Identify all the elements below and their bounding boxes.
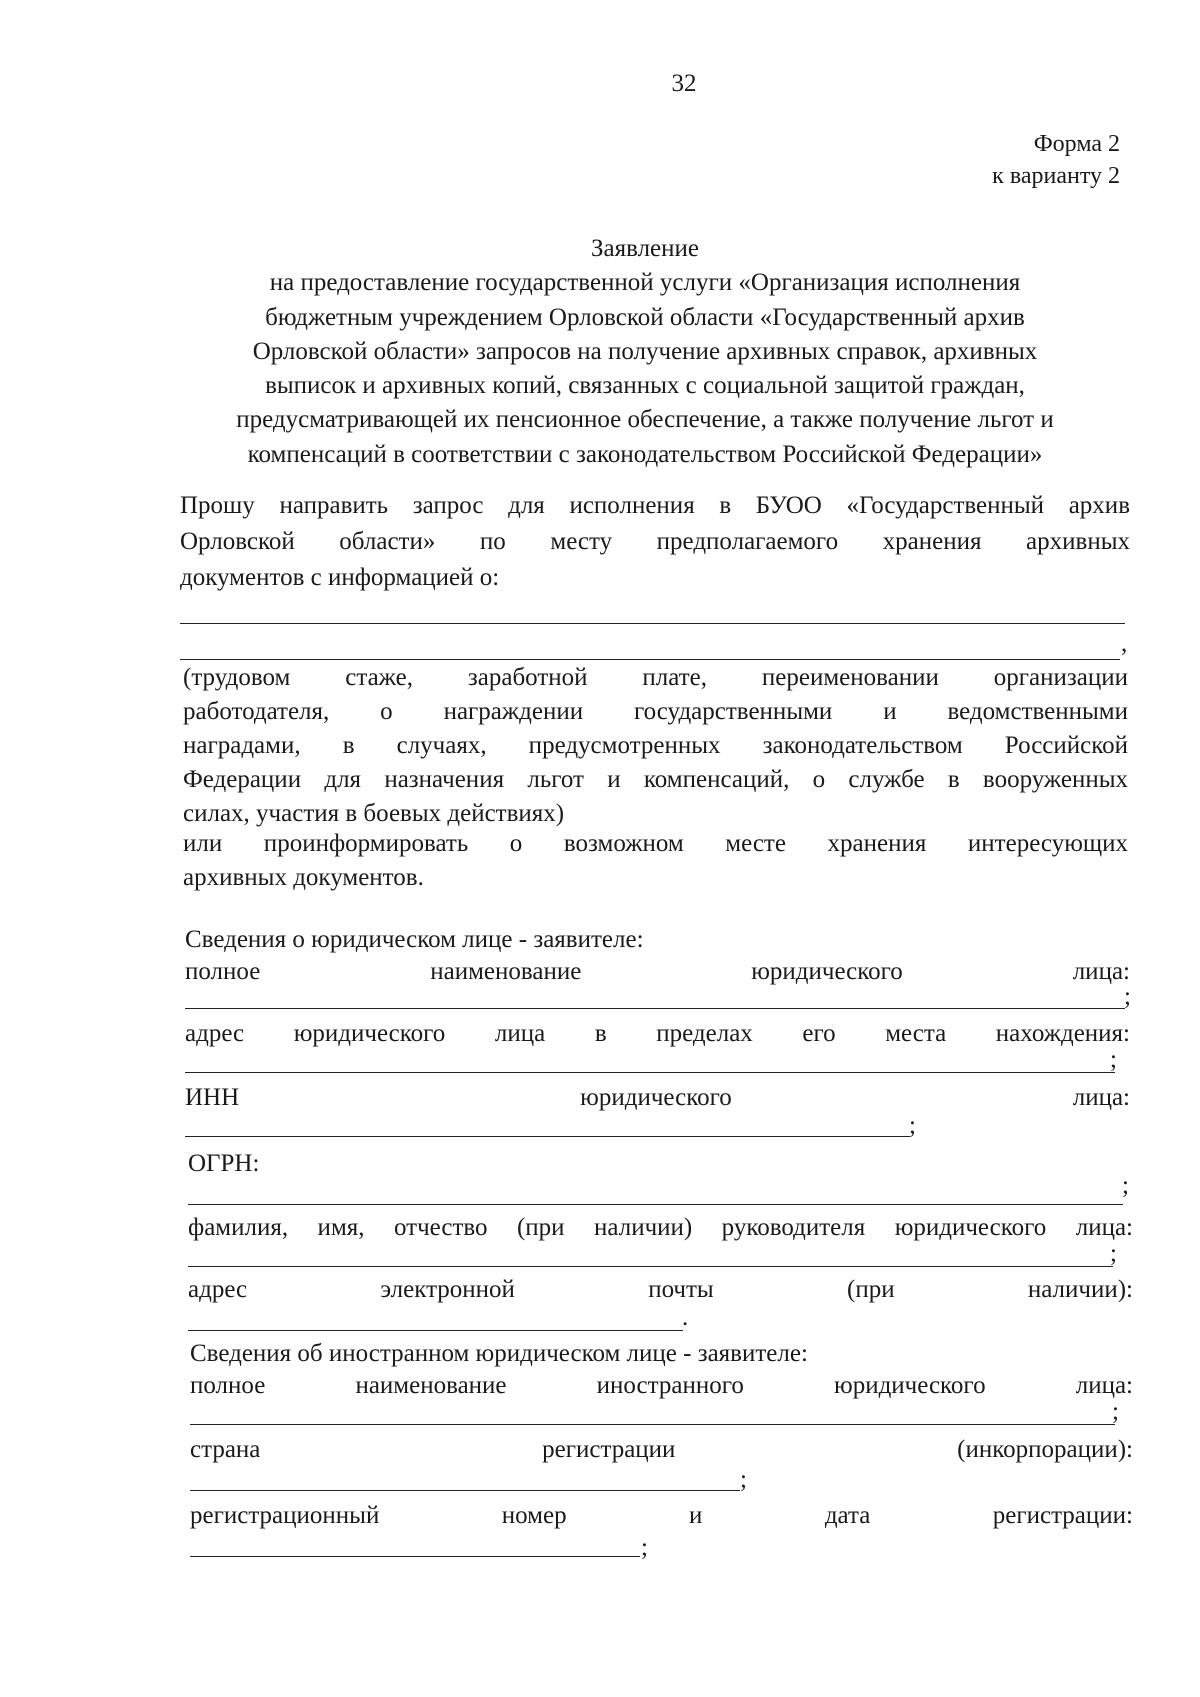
request-line: документов с информацией о: [180,564,500,591]
legal-inn-label: ИНН юридического лица: [185,1084,1130,1111]
topics-line: Федерации для назначения льгот и компенсаций, о службе в вооруженных [183,766,1128,793]
semicolon: ; [740,1466,747,1493]
foreign-country-field[interactable] [190,1490,740,1491]
topics-line: работодателя, о награждении государственными и ведомственными [183,698,1128,725]
title-line: выписок и архивных копий, связанных с социальной защитой граждан, [265,372,1025,400]
comma: , [1121,630,1128,657]
page-number: 32 [671,70,697,97]
foreign-entity-heading: Сведения об иностранном юридическом лице - заявителе: [190,1340,808,1367]
topics-line: (трудовом стаже, заработной плате, переименовании организации [183,664,1128,691]
legal-entity-heading: Сведения о юридическом лице - заявителе: [185,926,644,953]
semicolon: ; [1122,1172,1129,1199]
legal-email-label: адрес электронной почты (при наличии): [188,1276,1133,1303]
legal-full-name-label: полное наименование юридического лица: [185,958,1130,985]
legal-head-label: фамилия, имя, отчество (при наличии) руководителя юридического лица: [188,1214,1133,1241]
topics-line: силах, участия в боевых действиях) [183,800,565,827]
period: . [682,1304,689,1331]
foreign-full-name-field[interactable] [190,1424,1115,1425]
title-line: на предоставление государственной услуги «Организация исполнения [269,269,1021,297]
legal-head-field[interactable] [188,1266,1113,1267]
request-line: Орловской области» по месту предполагаемого хранения архивных [180,528,1130,555]
semicolon: ; [1110,1046,1117,1073]
topics-line: наградами, в случаях, предусмотренных законодательством Российской [183,732,1128,759]
form-reference [992,128,1120,192]
legal-address-field[interactable] [185,1072,1115,1073]
form-number: Форма 2 [1033,131,1120,157]
semicolon: ; [1110,1240,1117,1267]
topics-line: архивных документов. [183,864,424,891]
foreign-country-label: страна регистрации (инкорпорации): [190,1436,1133,1463]
semicolon: ; [641,1534,648,1561]
info-blank-line[interactable] [180,659,1120,660]
title-heading: Заявление [590,235,700,262]
request-line: Прошу направить запрос для исполнения в БУОО «Государственный архив [180,492,1130,519]
semicolon: ; [909,1112,916,1139]
legal-address-label: адрес юридического лица в пределах его места нахождения: [185,1020,1130,1047]
semicolon: ; [1112,1398,1119,1425]
foreign-reg-field[interactable] [190,1556,640,1557]
legal-email-field[interactable] [188,1330,683,1331]
legal-ogrn-field[interactable] [188,1204,1123,1205]
title-line: бюджетным учреждением Орловской области «Государственный архив [265,303,1025,331]
title-line: предусматривающей их пенсионное обеспечение, а также получение льгот и [236,406,1054,434]
semicolon: ; [1124,983,1131,1010]
foreign-reg-label: регистрационный номер и дата регистрации: [190,1502,1133,1529]
topics-line: или проинформировать о возможном месте хранения интересующих [183,830,1128,857]
title-line: Орловской области» запросов на получение архивных справок, архивных [252,337,1038,365]
form-variant: к варианту 2 [992,163,1120,189]
legal-ogrn-label: ОГРН: [188,1150,260,1177]
title-line: компенсаций в соответствии с законодательством Российской Федерации» [247,440,1043,468]
document-title [165,232,1125,472]
legal-inn-field[interactable] [185,1136,910,1137]
legal-full-name-field[interactable] [185,1008,1125,1009]
foreign-full-name-label: полное наименование иностранного юридического лица: [190,1372,1133,1399]
info-blank-line[interactable] [180,623,1125,624]
